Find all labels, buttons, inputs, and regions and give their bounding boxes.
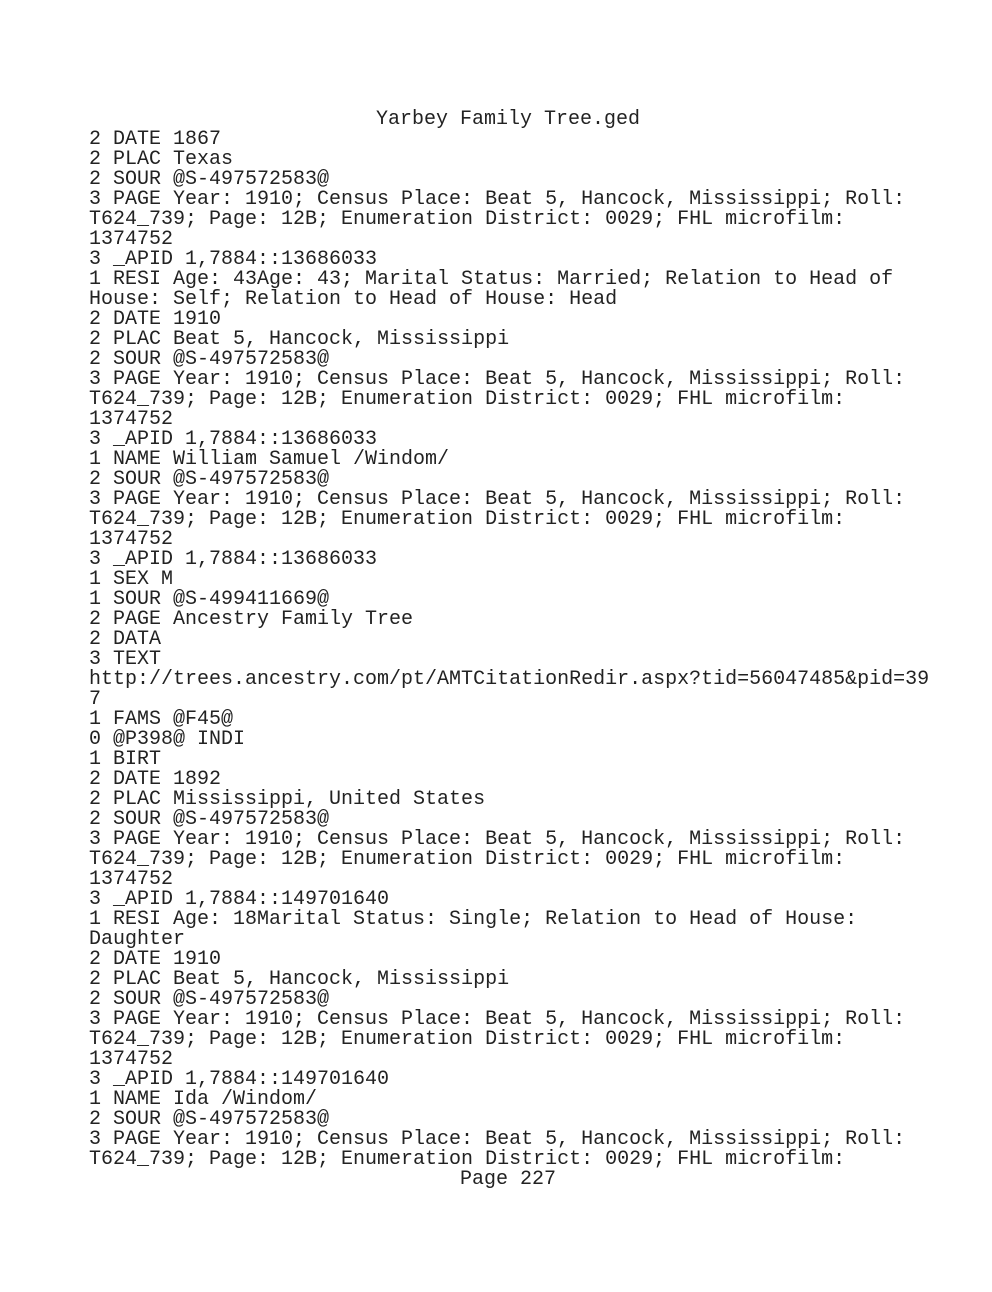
gedcom-line: 3 _APID 1,7884::13686033: [89, 548, 378, 571]
gedcom-line: http://trees.ancestry.com/pt/AMTCitationRedir.aspx?tid=56047485&pid=39: [89, 668, 930, 691]
gedcom-line: 3 _APID 1,7884::13686033: [89, 428, 378, 451]
gedcom-line: 1 RESI Age: 43Age: 43; Marital Status: Married; Relation to Head of: [89, 268, 894, 291]
gedcom-line: 2 PAGE Ancestry Family Tree: [89, 608, 414, 631]
gedcom-line: 2 DATA: [89, 628, 162, 651]
gedcom-line: 3 PAGE Year: 1910; Census Place: Beat 5, Hancock, Mississippi; Roll:: [89, 828, 906, 851]
gedcom-line: 1374752: [89, 228, 174, 251]
gedcom-record-list: [89, 130, 949, 1170]
gedcom-line: 1374752: [89, 528, 174, 551]
gedcom-line: 2 SOUR @S-497572583@: [89, 348, 330, 371]
gedcom-line: 1374752: [89, 1048, 174, 1071]
gedcom-line: T624_739; Page: 12B; Enumeration District: 0029; FHL microfilm:: [89, 508, 846, 531]
gedcom-line: T624_739; Page: 12B; Enumeration District: 0029; FHL microfilm:: [89, 1028, 846, 1051]
gedcom-line: 2 SOUR @S-497572583@: [89, 988, 330, 1011]
gedcom-line: Daughter: [89, 928, 186, 951]
gedcom-line: 1 NAME William Samuel /Windom/: [89, 448, 450, 471]
gedcom-line: T624_739; Page: 12B; Enumeration District: 0029; FHL microfilm:: [89, 848, 846, 871]
gedcom-line: 2 DATE 1910: [89, 948, 222, 971]
gedcom-line: 2 SOUR @S-497572583@: [89, 468, 330, 491]
gedcom-line: House: Self; Relation to Head of House: Head: [89, 288, 618, 311]
gedcom-line: 1374752: [89, 408, 174, 431]
gedcom-line: 3 _APID 1,7884::149701640: [89, 888, 390, 911]
gedcom-line: T624_739; Page: 12B; Enumeration District: 0029; FHL microfilm:: [89, 208, 846, 231]
gedcom-line: 1 RESI Age: 18Marital Status: Single; Relation to Head of House:: [89, 908, 858, 931]
gedcom-line: 0 @P398@ INDI: [89, 728, 246, 751]
gedcom-line: 2 SOUR @S-497572583@: [89, 1108, 330, 1131]
gedcom-line: 1 SEX M: [89, 568, 174, 591]
gedcom-line: 7: [89, 688, 102, 711]
gedcom-line: 2 DATE 1867: [89, 128, 222, 151]
gedcom-line: 2 PLAC Texas: [89, 148, 234, 171]
gedcom-line: 3 PAGE Year: 1910; Census Place: Beat 5, Hancock, Mississippi; Roll:: [89, 368, 906, 391]
gedcom-line: T624_739; Page: 12B; Enumeration District: 0029; FHL microfilm:: [89, 388, 846, 411]
gedcom-line: 2 SOUR @S-497572583@: [89, 808, 330, 831]
gedcom-line: 1374752: [89, 868, 174, 891]
gedcom-line: T624_739; Page: 12B; Enumeration District: 0029; FHL microfilm:: [89, 1148, 846, 1171]
gedcom-line: 1 SOUR @S-499411669@: [89, 588, 330, 611]
gedcom-line: 3 _APID 1,7884::149701640: [89, 1068, 390, 1091]
gedcom-line: 1 FAMS @F45@: [89, 708, 234, 731]
gedcom-line: 3 TEXT: [89, 648, 162, 671]
gedcom-line: 1 NAME Ida /Windom/: [89, 1088, 318, 1111]
gedcom-line: 2 DATE 1910: [89, 308, 222, 331]
gedcom-line: 3 PAGE Year: 1910; Census Place: Beat 5, Hancock, Mississippi; Roll:: [89, 188, 906, 211]
gedcom-line: 2 SOUR @S-497572583@: [89, 168, 330, 191]
document-title: Yarbey Family Tree.ged: [375, 108, 641, 131]
gedcom-line: 3 _APID 1,7884::13686033: [89, 248, 378, 271]
gedcom-line: 3 PAGE Year: 1910; Census Place: Beat 5, Hancock, Mississippi; Roll:: [89, 1128, 906, 1151]
gedcom-line: 2 PLAC Beat 5, Hancock, Mississippi: [89, 328, 510, 351]
gedcom-line: 2 DATE 1892: [89, 768, 222, 791]
gedcom-line: 2 PLAC Beat 5, Hancock, Mississippi: [89, 968, 510, 991]
gedcom-line: 3 PAGE Year: 1910; Census Place: Beat 5, Hancock, Mississippi; Roll:: [89, 1008, 906, 1031]
gedcom-line: 1 BIRT: [89, 748, 162, 771]
gedcom-line: 2 PLAC Mississippi, United States: [89, 788, 486, 811]
gedcom-line: 3 PAGE Year: 1910; Census Place: Beat 5, Hancock, Mississippi; Roll:: [89, 488, 906, 511]
page-number: Page 227: [459, 1168, 556, 1191]
